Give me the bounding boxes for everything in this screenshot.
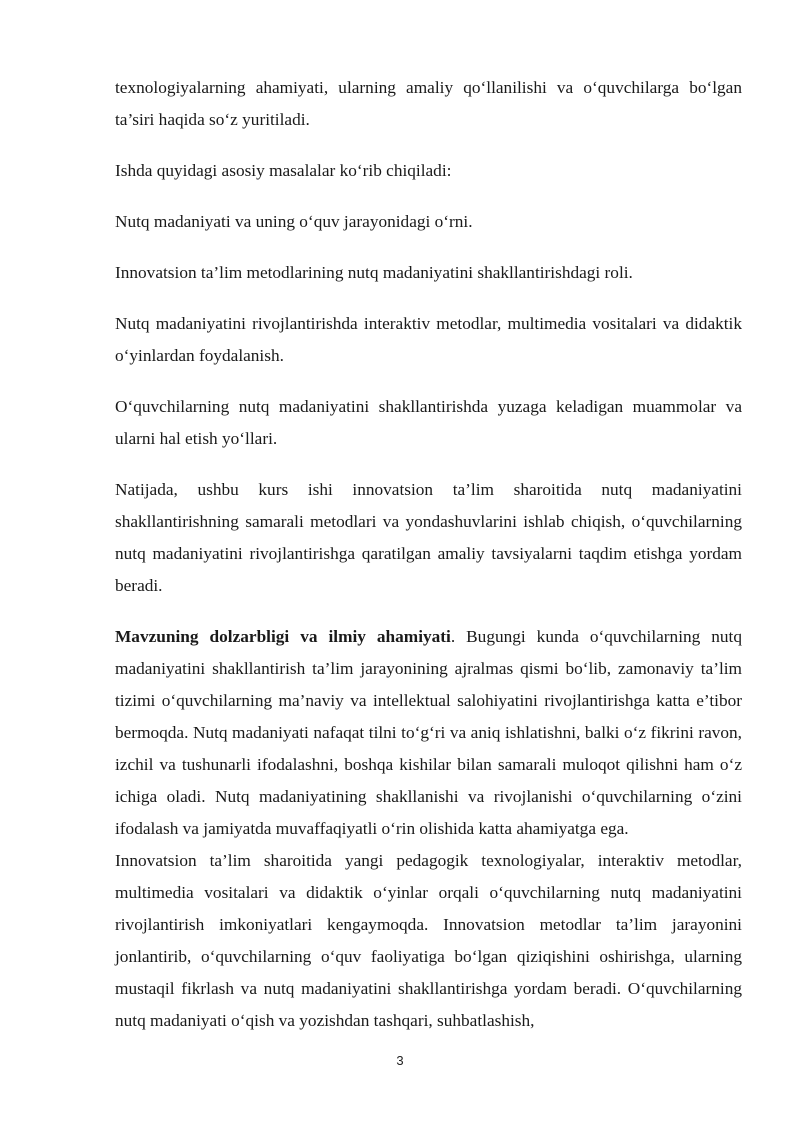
- paragraph-conclusion: Natijada, ushbu kurs ishi innovatsion ta’lim sharoitida nutq madaniyatini shakllantirishning samarali metodlari va yondashuvlarini ishlab chiqish, o‘quvchilarning nutq madaniyatini rivojlantirishga qaratilgan amaliy tavsiyalarni taqdim etishga yordam beradi.: [115, 480, 742, 595]
- paragraph-innovation: Innovatsion ta’lim sharoitida yangi pedagogik texnologiyalar, interaktiv metodlar, multimedia vositalari va didaktik o‘yinlar orqali o‘quvchilarning nutq madaniyatini rivojlantirish imkoniyatlari kengaymoqda. Innovatsion metodlar ta’lim jarayonini jonlantirib, o‘quvchilarning o‘quv faoliyatiga bo‘lgan qiziqishini oshirishga, ularning mustaqil fikrlash va nutq madaniyatini shakllantirishga yordam beradi. O‘quvchilarning nutq madaniyati o‘qish va yozishdan tashqari, suhbatlashish,: [115, 851, 742, 1030]
- paragraph-relevance: [115, 621, 742, 845]
- paragraph-tasks-lead: Ishda quyidagi asosiy masalalar ko‘rib chiqiladi:: [115, 161, 452, 180]
- paragraph-task-4: O‘quvchilarning nutq madaniyatini shakllantirishda yuzaga keladigan muammolar va ularni hal etish yo‘llari.: [115, 397, 742, 448]
- paragraph-task-3: Nutq madaniyatini rivojlantirishda interaktiv metodlar, multimedia vositalari va didaktik o‘yinlardan foydalanish.: [115, 314, 742, 365]
- paragraph-intro-continuation: texnologiyalarning ahamiyati, ularning amaliy qo‘llanilishi va o‘quvchilarga bo‘lgan ta’siri haqida so‘z yuritiladi.: [115, 78, 742, 129]
- document-page: [115, 72, 742, 1037]
- page-number: 3: [396, 1053, 404, 1068]
- relevance-heading: Mavzuning dolzarbligi va ilmiy ahamiyati: [115, 627, 451, 646]
- relevance-text: . Bugungi kunda o‘quvchilarning nutq madaniyatini shakllantirish ta’lim jarayonining ajralmas qismi bo‘lib, zamonaviy ta’lim tizimi o‘quvchilarning ma’naviy va intellektual salohiyatini rivojlantirishga katta e’tibor bermoqda. Nutq madaniyati nafaqat tilni to‘g‘ri va aniq ishlatishni, balki o‘z fikrini ravon, izchil va tushunarli ifodalashni, boshqa kishilar bilan samarali muloqot qilishni ham o‘z ichiga oladi. Nutq madaniyatining shakllanishi va rivojlanishi o‘quvchilarning o‘zini ifodalash va jamiyatda muvaffaqiyatli o‘rin olishida katta ahamiyatga ega.: [115, 627, 742, 838]
- paragraph-task-1: Nutq madaniyati va uning o‘quv jarayonidagi o‘rni.: [115, 212, 473, 231]
- paragraph-task-2: Innovatsion ta’lim metodlarining nutq madaniyatini shakllantirishdagi roli.: [115, 263, 633, 282]
